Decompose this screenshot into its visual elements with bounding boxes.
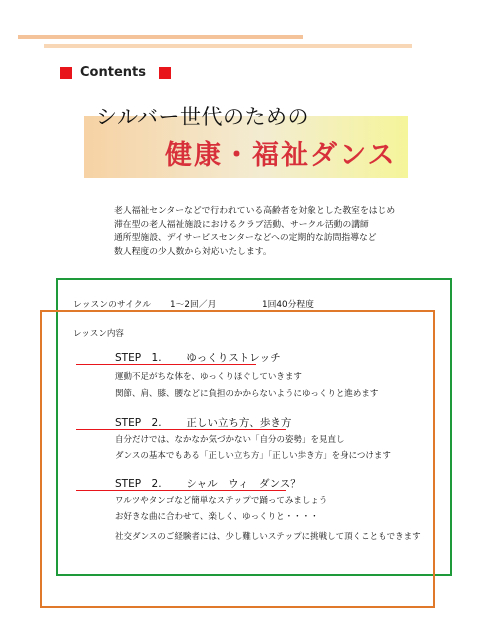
step-underline bbox=[76, 429, 286, 430]
step-underline bbox=[76, 490, 286, 491]
top-rule-short bbox=[44, 44, 412, 48]
cycle-duration: 1回40分程度 bbox=[262, 300, 314, 310]
contents-bullet-left bbox=[60, 67, 72, 79]
step-text: ダンスの基本でもある「正しい立ち方」「正しい歩き方」を身につけます bbox=[115, 451, 391, 461]
step-heading bbox=[115, 350, 281, 365]
step-text: 社交ダンスのご経験者には、少し難しいステップに挑戦して頂くこともできます bbox=[115, 532, 421, 542]
banner-title: 健康・福祉ダンス bbox=[165, 140, 397, 171]
step-title: 正しい立ち方、歩き方 bbox=[186, 417, 292, 429]
contents-heading: Contents bbox=[80, 65, 146, 80]
cycle-label: レッスンのサイクル bbox=[73, 300, 152, 310]
step-number: STEP 2. bbox=[115, 417, 162, 429]
step-text: ワルツやタンゴなど簡単なステップで踊ってみましょう bbox=[115, 496, 328, 506]
intro-line: 滞在型の老人福祉施設におけるクラブ活動、サークル活動の講師 bbox=[114, 219, 369, 230]
intro-line: 数人程度の少人数から対応いたします。 bbox=[114, 246, 272, 257]
intro-line: 老人福祉センターなどで行われている高齢者を対象とした教室をはじめ bbox=[114, 206, 396, 216]
intro-paragraph bbox=[114, 205, 395, 259]
step-heading bbox=[115, 476, 301, 491]
step-title: シャル ウィ ダンス？ bbox=[186, 478, 301, 490]
step-text: 関節、肩、膝、腰などに負担のかからないようにゆっくりと進めます bbox=[115, 389, 379, 399]
cycle-frequency: 1〜2回／月 bbox=[170, 300, 217, 310]
step-text: 運動不足がちな体を、ゆっくりほぐしていきます bbox=[115, 372, 302, 382]
step-heading bbox=[115, 415, 291, 430]
step-title: ゆっくりストレッチ bbox=[186, 352, 281, 364]
step-number: STEP 2. bbox=[115, 478, 162, 490]
top-rule-long bbox=[18, 35, 303, 39]
step-number: STEP 1. bbox=[115, 352, 162, 364]
step-underline bbox=[76, 364, 256, 365]
banner-subtitle: シルバー世代のための bbox=[96, 105, 310, 129]
step-text: 自分だけでは、なかなか気づかない「自分の姿勢」を見直し bbox=[115, 435, 345, 445]
lesson-heading: レッスン内容 bbox=[73, 329, 124, 339]
intro-line: 通所型施設、デイサービスセンターなどへの定期的な訪問指導など bbox=[114, 233, 377, 243]
contents-bullet-right bbox=[159, 67, 171, 79]
step-text: お好きな曲に合わせて、楽しく、ゆっくりと・・・・ bbox=[115, 512, 319, 522]
